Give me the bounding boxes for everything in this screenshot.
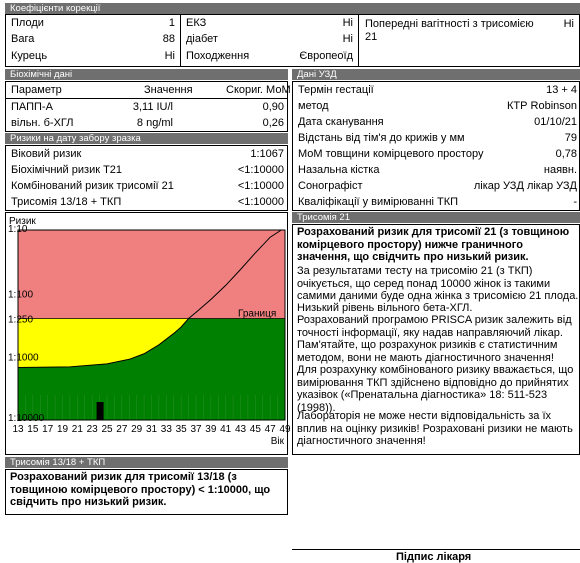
uzd-label: Дата сканування xyxy=(298,116,384,128)
x-tick-label: 17 xyxy=(42,424,54,435)
x-tick-label: 47 xyxy=(264,424,276,435)
uzd-label: МоМ товщини комірцевого простору xyxy=(298,148,484,160)
uzd-label: Термін гестації xyxy=(298,84,374,96)
x-tick-label: 25 xyxy=(101,424,113,435)
uzd-row xyxy=(293,83,577,98)
biochem-col-param: Параметр xyxy=(11,84,62,96)
risks-header: Ризики на дату забору зразка xyxy=(5,133,288,144)
t21-panel xyxy=(292,224,580,455)
x-tick-label: 45 xyxy=(249,424,261,435)
biochem-header: Біохімічні дані xyxy=(5,69,288,80)
ivf-label: ЕКЗ xyxy=(186,17,207,29)
x-tick-label: 35 xyxy=(175,424,187,435)
fetuses-label: Плоди xyxy=(11,17,44,29)
uzd-label: метод xyxy=(298,100,329,112)
uzd-label: Назальна кістка xyxy=(298,164,380,176)
uzd-row xyxy=(293,99,577,114)
x-tick-label: 23 xyxy=(86,424,98,435)
uzd-label: Відстань від тім'я до крижів у мм xyxy=(298,132,465,144)
smoker-label: Курець xyxy=(11,50,48,62)
t21-lab-note: Лабораторія не може нести відповідальність за їх вплив на оцінку ризиків! Розраховані ризики не мають діагностичного значення! xyxy=(297,410,573,447)
signature-label: Підпис лікаря xyxy=(396,551,472,563)
biochem-risk-label: Біохімічний ризик Т21 xyxy=(11,164,123,176)
biochem-mom: 0,90 xyxy=(262,101,284,113)
y-tick-label: 1:250 xyxy=(8,314,34,326)
t21-header: Трисомія 21 xyxy=(292,212,580,223)
x-tick-label: 29 xyxy=(131,424,143,435)
biochem-param: ПАПП-А xyxy=(11,101,53,113)
correction-header: Коефіцієнти корекції xyxy=(5,3,580,14)
diabetes-label: діабет xyxy=(186,33,218,45)
t1318-header: Трисомія 13/18 + ТКП xyxy=(5,457,288,468)
biochem-panel xyxy=(5,81,291,132)
t21-explanation: За результатами тесту на трисомію 21 (з ТКП) очікується, що серед понад 10000 жінок із такими самими даними буде одна жінка з трисомією 21 плода. xyxy=(297,265,579,302)
weight-label: Вага xyxy=(11,33,35,45)
uzd-panel xyxy=(292,81,580,211)
biochem-col-value: Значення xyxy=(144,84,193,96)
uzd-value: наявн. xyxy=(543,164,577,176)
combined-risk-value: <1:10000 xyxy=(237,180,284,192)
uzd-value: лікар УЗД лікар УЗД xyxy=(473,180,577,192)
x-tick-label: 43 xyxy=(234,424,247,435)
x-tick-label: 37 xyxy=(190,424,202,435)
t21-prisca-note: Розрахований програмою PRISCA ризик залежить від точності інформації, яку надав направляючий лікар. xyxy=(297,314,572,339)
high-risk-zone xyxy=(18,230,285,319)
x-tick-label: 31 xyxy=(145,424,158,435)
combined-risk-label: Комбінований ризик трисомії 21 xyxy=(11,180,174,192)
t21-bhcg-note: Низький рівень вільного бета-ХГЛ. xyxy=(297,302,473,314)
y-tick-label: 1:10 xyxy=(8,224,28,235)
age-risk-label: Віковий ризик xyxy=(11,148,82,160)
x-tick-label: 39 xyxy=(205,424,217,435)
uzd-row xyxy=(293,163,577,178)
uzd-label: Кваліфікації у вимірюванні ТКП xyxy=(298,196,459,208)
t21-conclusion: Розрахований ризик для трисомії 21 (з товщиною комірцевого простору) нижче граничного значення, що свідчить про низький ризик. xyxy=(297,226,570,263)
y-tick-label: 1:1000 xyxy=(8,352,39,364)
uzd-row xyxy=(293,147,577,162)
biochem-value: 8 ng/ml xyxy=(136,117,173,129)
uzd-row xyxy=(293,131,577,146)
risks-panel xyxy=(5,145,288,211)
prev-pregnancy-value: Ні xyxy=(563,18,574,30)
weight-value: 88 xyxy=(162,33,175,45)
t21-statistics-note: Пам'ятайте, що розрахунок ризиків є статистичним методом, вони не мають діагностичного значення! xyxy=(297,339,558,364)
biochem-row xyxy=(6,116,287,131)
t1318-risk-label: Трисомія 13/18 + ТКП xyxy=(11,196,122,208)
x-tick-label: 21 xyxy=(71,424,83,435)
x-tick-label: 19 xyxy=(56,424,69,435)
x-tick-label: 15 xyxy=(27,424,39,435)
x-tick-label: 49 xyxy=(279,424,291,435)
diabetes-value: Ні xyxy=(342,33,353,45)
correction-panel xyxy=(5,14,580,67)
biochem-col-mom: Скориг. МоМ xyxy=(226,84,291,96)
risk-chart xyxy=(6,213,291,454)
risk-chart-panel xyxy=(5,212,291,455)
uzd-value: - xyxy=(573,196,577,208)
biochem-row xyxy=(6,100,287,115)
biochem-risk-value: <1:10000 xyxy=(237,164,284,176)
t1318-risk-value: <1:10000 xyxy=(237,196,284,208)
uzd-value: 0,78 xyxy=(555,148,577,160)
x-tick-label: 27 xyxy=(116,424,128,435)
chart-title: Ризик xyxy=(9,216,36,227)
prev-pregnancy-label: Попередні вагітності з трисомією 21 xyxy=(365,18,534,43)
y-tick-label: 1:10000 xyxy=(8,413,45,424)
biochem-mom: 0,26 xyxy=(262,117,284,129)
t21-nt-note: Для розрахунку комбінованого ризику вважається, що вимірювання ТКП здійснено відповідно до прийнятих указівок («Пренатальна діагностика» 18: 511-523 (1998)). xyxy=(297,364,574,414)
x-tick-label: 13 xyxy=(12,424,24,435)
smoker-value: Ні xyxy=(164,50,175,62)
signature-line xyxy=(292,549,580,550)
uzd-label: Сонографіст xyxy=(298,180,363,192)
origin-value: Європеоїд xyxy=(299,50,353,62)
x-tick-label: 33 xyxy=(160,424,172,435)
x-axis-label: Вік xyxy=(270,436,284,447)
origin-label: Походження xyxy=(186,50,250,62)
uzd-value: 13 + 4 xyxy=(546,84,577,96)
cutoff-label: Границя xyxy=(238,308,277,320)
x-tick-label: 41 xyxy=(220,424,232,435)
y-tick-label: 1:100 xyxy=(8,289,34,301)
patient-marker xyxy=(97,402,104,420)
uzd-row xyxy=(293,195,577,210)
fetuses-value: 1 xyxy=(168,17,175,29)
uzd-header: Дані УЗД xyxy=(292,69,580,80)
uzd-row xyxy=(293,115,577,130)
ivf-value: Ні xyxy=(342,17,353,29)
uzd-value: КТР Robinson xyxy=(507,100,577,112)
uzd-value: 79 xyxy=(564,132,577,144)
biochem-value: 3,11 IU/l xyxy=(132,101,173,113)
uzd-value: 01/10/21 xyxy=(534,116,577,128)
age-risk-value: 1:1067 xyxy=(250,148,284,160)
t1318-panel xyxy=(5,469,288,515)
biochem-param: вільн. б-ХГЛ xyxy=(11,117,74,129)
t1318-conclusion: Розрахований ризик для трисомії 13/18 (з товщиною комірцевого простору) < 1:10000, що свідчить про низький ризик. xyxy=(10,471,271,508)
uzd-row xyxy=(293,179,577,194)
